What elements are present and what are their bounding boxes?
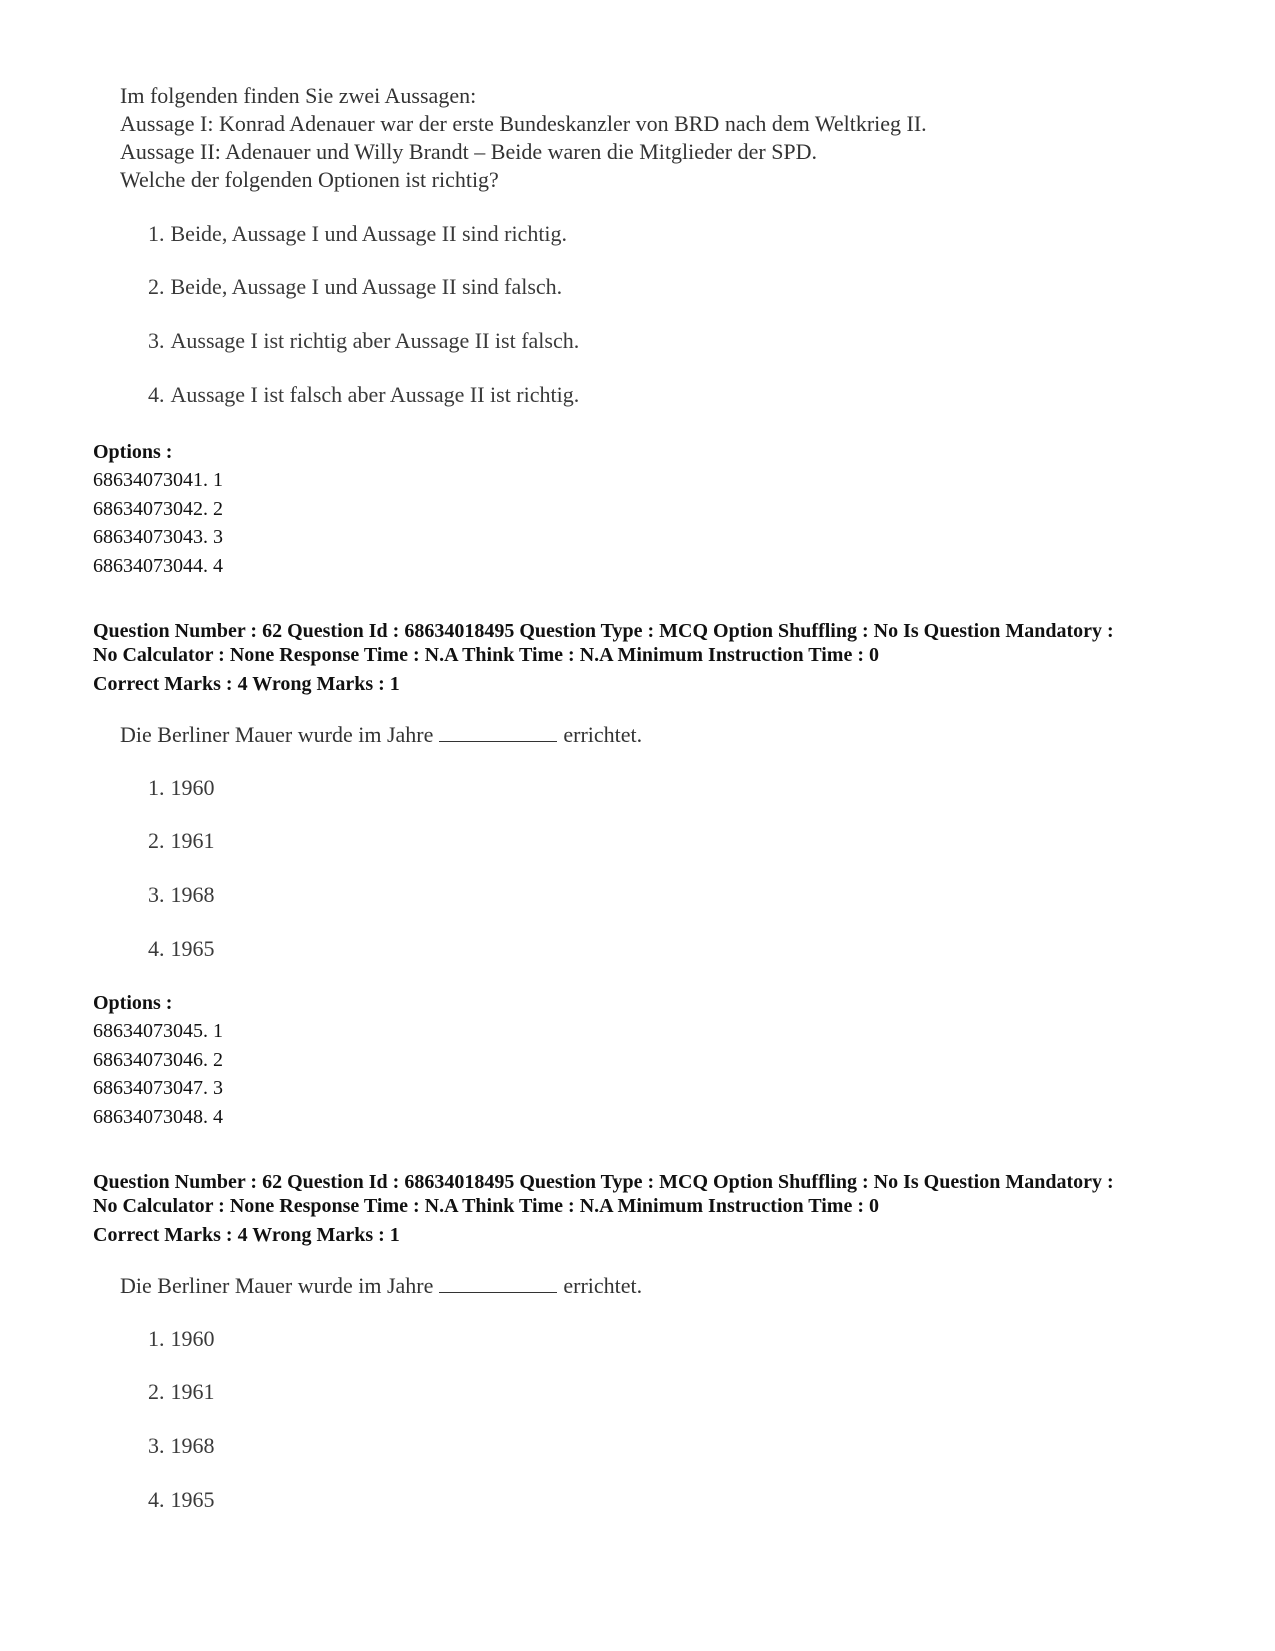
choice-number: 1. xyxy=(148,221,165,246)
answer-choice xyxy=(148,220,567,248)
choice-number: 2. xyxy=(148,274,165,299)
choice-number: 2. xyxy=(148,1379,165,1404)
option-id-row: 68634073043. 3 xyxy=(93,526,223,548)
stem-text-after-blank: errichtet. xyxy=(563,1273,643,1298)
question-marks-line: Correct Marks : 4 Wrong Marks : 1 xyxy=(93,1224,400,1246)
answer-choice xyxy=(148,381,579,409)
question-marks-line: Correct Marks : 4 Wrong Marks : 1 xyxy=(93,673,400,695)
fill-in-blank xyxy=(439,1274,557,1293)
option-id-row: 68634073047. 3 xyxy=(93,1077,223,1099)
options-heading: Options : xyxy=(93,441,173,463)
option-id-row: 68634073046. 2 xyxy=(93,1049,223,1071)
stem-line xyxy=(120,721,642,749)
options-heading: Options : xyxy=(93,992,173,1014)
question-stem-block3 xyxy=(120,1272,642,1300)
answer-choice xyxy=(148,827,215,855)
answer-choice xyxy=(148,327,579,355)
choice-text: 1960 xyxy=(170,1326,215,1351)
fill-in-blank xyxy=(439,723,557,742)
option-id-row: 68634073044. 4 xyxy=(93,555,223,577)
choice-text: 1965 xyxy=(170,1487,215,1512)
choice-number: 3. xyxy=(148,328,165,353)
choice-number: 1. xyxy=(148,775,165,800)
question-meta-line: No Calculator : None Response Time : N.A Think Time : N.A Minimum Instruction Time : 0 xyxy=(93,1195,879,1217)
stem-text-after-blank: errichtet. xyxy=(563,722,643,747)
question-meta-line: No Calculator : None Response Time : N.A Think Time : N.A Minimum Instruction Time : 0 xyxy=(93,644,879,666)
choice-number: 4. xyxy=(148,936,165,961)
choice-text: 1965 xyxy=(170,936,215,961)
choice-number: 4. xyxy=(148,1487,165,1512)
stem-line: Welche der folgenden Optionen ist richtig? xyxy=(120,167,499,192)
stem-text-before-blank: Die Berliner Mauer wurde im Jahre xyxy=(120,722,434,747)
answer-choice xyxy=(148,1325,215,1353)
choice-number: 1. xyxy=(148,1326,165,1351)
answer-choice xyxy=(148,935,215,963)
option-id-row: 68634073045. 1 xyxy=(93,1020,223,1042)
stem-line: Aussage II: Adenauer und Willy Brandt – Beide waren die Mitglieder der SPD. xyxy=(120,139,818,164)
answer-choice xyxy=(148,881,215,909)
question-stem-block2 xyxy=(120,721,642,749)
question-stem-block1 xyxy=(120,82,927,194)
choice-number: 3. xyxy=(148,882,165,907)
answer-choice xyxy=(148,1378,215,1406)
choice-text: 1968 xyxy=(170,1433,215,1458)
question-meta-line: Question Number : 62 Question Id : 68634018495 Question Type : MCQ Option Shuffling : No Is Question Mandatory : xyxy=(93,620,1114,642)
choice-number: 4. xyxy=(148,382,165,407)
option-id-row: 68634073042. 2 xyxy=(93,498,223,520)
question-meta-line: Question Number : 62 Question Id : 68634018495 Question Type : MCQ Option Shuffling : No Is Question Mandatory : xyxy=(93,1171,1114,1193)
choice-text: 1960 xyxy=(170,775,215,800)
stem-line xyxy=(120,1272,642,1300)
choice-text: Aussage I ist falsch aber Aussage II ist richtig. xyxy=(170,382,580,407)
answer-choice xyxy=(148,774,215,802)
answer-choice xyxy=(148,1486,215,1514)
choice-text: 1968 xyxy=(170,882,215,907)
choice-text: Beide, Aussage I und Aussage II sind richtig. xyxy=(170,221,568,246)
stem-line: Im folgenden finden Sie zwei Aussagen: xyxy=(120,83,477,108)
option-id-row: 68634073041. 1 xyxy=(93,469,223,491)
choice-number: 3. xyxy=(148,1433,165,1458)
answer-choice xyxy=(148,1432,215,1460)
choice-text: Beide, Aussage I und Aussage II sind falsch. xyxy=(170,274,563,299)
choice-text: 1961 xyxy=(170,828,215,853)
choice-text: 1961 xyxy=(170,1379,215,1404)
choice-text: Aussage I ist richtig aber Aussage II ist falsch. xyxy=(170,328,580,353)
stem-text-before-blank: Die Berliner Mauer wurde im Jahre xyxy=(120,1273,434,1298)
choice-number: 2. xyxy=(148,828,165,853)
stem-line: Aussage I: Konrad Adenauer war der erste Bundeskanzler von BRD nach dem Weltkrieg II. xyxy=(120,111,927,136)
answer-choice xyxy=(148,273,562,301)
option-id-row: 68634073048. 4 xyxy=(93,1106,223,1128)
